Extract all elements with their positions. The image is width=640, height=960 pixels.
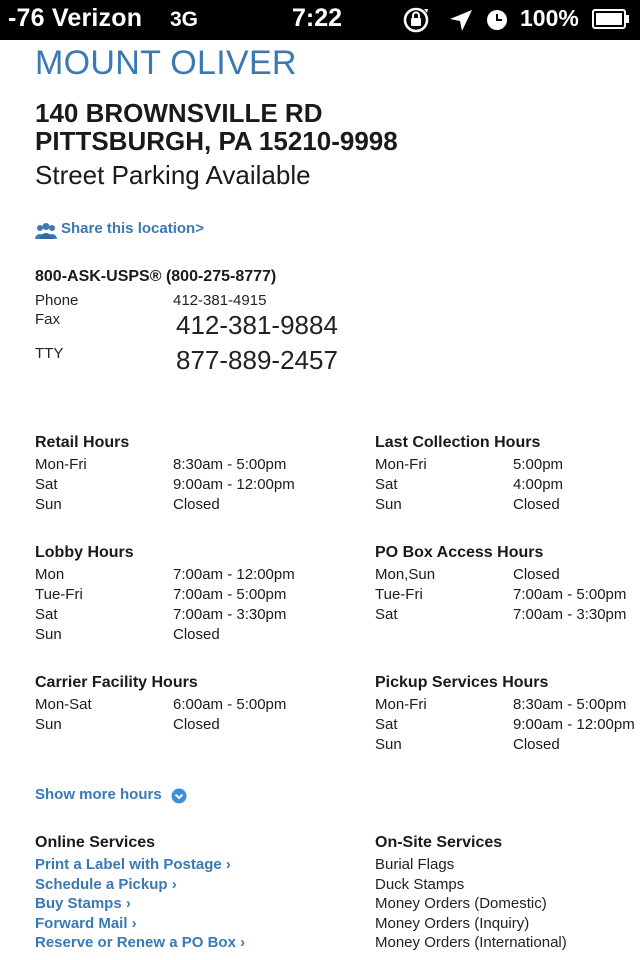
alarm-clock-icon <box>487 10 507 30</box>
hours-day: Mon,Sun <box>375 566 436 583</box>
lobby-hours-title: Lobby Hours <box>35 544 134 561</box>
chevron-down-circle-icon <box>171 788 187 804</box>
hours-day: Sat <box>375 476 398 493</box>
hours-row <box>375 456 640 476</box>
hours-time: Closed <box>513 566 560 583</box>
hours-time: 4:00pm <box>513 476 564 493</box>
ask-usps-number[interactable]: 800-ASK-USPS® (800-275-8777) <box>35 268 277 285</box>
buy-stamps-link[interactable]: Buy Stamps › <box>35 895 131 913</box>
battery-percent: 100% <box>520 5 579 31</box>
po-box-hours-title: PO Box Access Hours <box>375 544 544 561</box>
hours-day: Sat <box>35 606 58 623</box>
status-bar <box>0 0 640 40</box>
address-line-2: PITTSBURGH, PA 15210-9998 <box>35 126 398 156</box>
list-item: Money Orders (International) <box>375 934 567 952</box>
show-more-hours-button[interactable] <box>35 786 162 808</box>
last-collection-title: Last Collection Hours <box>375 434 541 451</box>
hours-row <box>375 606 640 626</box>
tty-label: TTY <box>35 345 64 362</box>
hours-row <box>35 476 335 496</box>
onsite-services <box>375 834 640 954</box>
hours-row <box>35 626 335 646</box>
carrier-signal: -76 Verizon <box>8 4 143 32</box>
hours-day: Sat <box>375 716 398 733</box>
carrier-facility-hours <box>35 674 335 736</box>
hours-day: Sun <box>35 626 62 643</box>
list-item: Duck Stamps <box>375 875 465 893</box>
pickup-services-hours <box>375 674 640 756</box>
battery-icon <box>592 9 630 29</box>
hours-row <box>375 716 640 736</box>
hours-time: 9:00am - 12:00pm <box>513 716 635 733</box>
tty-number[interactable]: 877-889-2457 <box>176 345 338 375</box>
hours-time: 6:00am - 5:00pm <box>173 696 287 713</box>
show-more-hours-label: Show more hours <box>35 786 162 803</box>
hours-day: Sun <box>375 736 402 753</box>
list-item: Money Orders (Domestic) <box>375 895 547 913</box>
onsite-services-title: On-Site Services <box>375 834 503 851</box>
online-services-title: Online Services <box>35 834 156 851</box>
hours-day: Mon-Fri <box>375 456 427 473</box>
po-box-hours <box>375 544 640 626</box>
hours-row <box>35 566 335 586</box>
hours-day: Mon-Sat <box>35 696 92 713</box>
hours-row <box>375 586 640 606</box>
post-office-name: MOUNT OLIVER <box>35 44 297 82</box>
hours-time: 7:00am - 12:00pm <box>173 566 295 583</box>
network-type: 3G <box>170 8 199 31</box>
location-arrow-icon <box>450 10 472 31</box>
hours-row <box>35 586 335 606</box>
hours-time: Closed <box>173 716 220 733</box>
schedule-pickup-link[interactable]: Schedule a Pickup › <box>35 875 177 893</box>
hours-time: Closed <box>513 496 560 513</box>
pickup-services-title: Pickup Services Hours <box>375 674 549 691</box>
hours-time: 7:00am - 5:00pm <box>513 586 627 603</box>
hours-time: 8:30am - 5:00pm <box>173 456 287 473</box>
carrier-facility-title: Carrier Facility Hours <box>35 674 198 691</box>
lobby-hours <box>35 544 335 646</box>
fax-label: Fax <box>35 311 61 328</box>
hours-day: Mon-Fri <box>35 456 87 473</box>
clock: 7:22 <box>292 4 343 32</box>
hours-time: 5:00pm <box>513 456 564 473</box>
hours-row <box>375 496 640 516</box>
list-item: Money Orders (Inquiry) <box>375 914 530 932</box>
hours-time: Closed <box>173 626 220 643</box>
print-label-link[interactable]: Print a Label with Postage › <box>35 856 231 873</box>
hours-day: Sun <box>375 496 402 513</box>
hours-row <box>35 716 335 736</box>
hours-day: Tue-Fri <box>35 586 83 603</box>
forward-mail-link[interactable]: Forward Mail › <box>35 914 137 932</box>
hours-day: Sat <box>375 606 398 623</box>
hours-time: 8:30am - 5:00pm <box>513 696 627 713</box>
parking-info: Street Parking Available <box>35 160 311 190</box>
status-icons <box>402 6 512 34</box>
hours-time: 9:00am - 12:00pm <box>173 476 295 493</box>
hours-day: Tue-Fri <box>375 586 423 603</box>
hours-time: 7:00am - 3:30pm <box>513 606 627 623</box>
hours-time: 7:00am - 3:30pm <box>173 606 287 623</box>
address-line-1: 140 BROWNSVILLE RD <box>35 98 323 128</box>
hours-time: Closed <box>513 736 560 753</box>
hours-row <box>375 736 640 756</box>
hours-day: Sun <box>35 496 62 513</box>
phone-label: Phone <box>35 292 79 309</box>
retail-hours <box>35 434 335 516</box>
hours-row <box>375 566 640 586</box>
hours-row <box>35 696 335 716</box>
hours-row <box>375 696 640 716</box>
retail-hours-title: Retail Hours <box>35 434 130 451</box>
hours-row <box>35 456 335 476</box>
hours-day: Sun <box>35 716 62 733</box>
hours-day: Mon <box>35 566 65 583</box>
fax-number[interactable]: 412-381-9884 <box>176 310 338 340</box>
online-services <box>35 834 335 954</box>
hours-row <box>35 496 335 516</box>
hours-row <box>375 476 640 496</box>
hours-day: Sat <box>35 476 58 493</box>
rotation-lock-icon <box>405 9 428 31</box>
share-location-label: Share this location> <box>61 220 204 237</box>
hours-time: Closed <box>173 496 220 513</box>
phone-number[interactable]: 412-381-4915 <box>173 292 267 309</box>
last-collection-hours <box>375 434 640 516</box>
people-icon <box>35 222 57 240</box>
hours-row <box>35 606 335 626</box>
po-box-link[interactable]: Reserve or Renew a PO Box › <box>35 934 246 952</box>
list-item: Burial Flags <box>375 856 455 873</box>
hours-day: Mon-Fri <box>375 696 427 713</box>
hours-time: 7:00am - 5:00pm <box>173 586 287 603</box>
